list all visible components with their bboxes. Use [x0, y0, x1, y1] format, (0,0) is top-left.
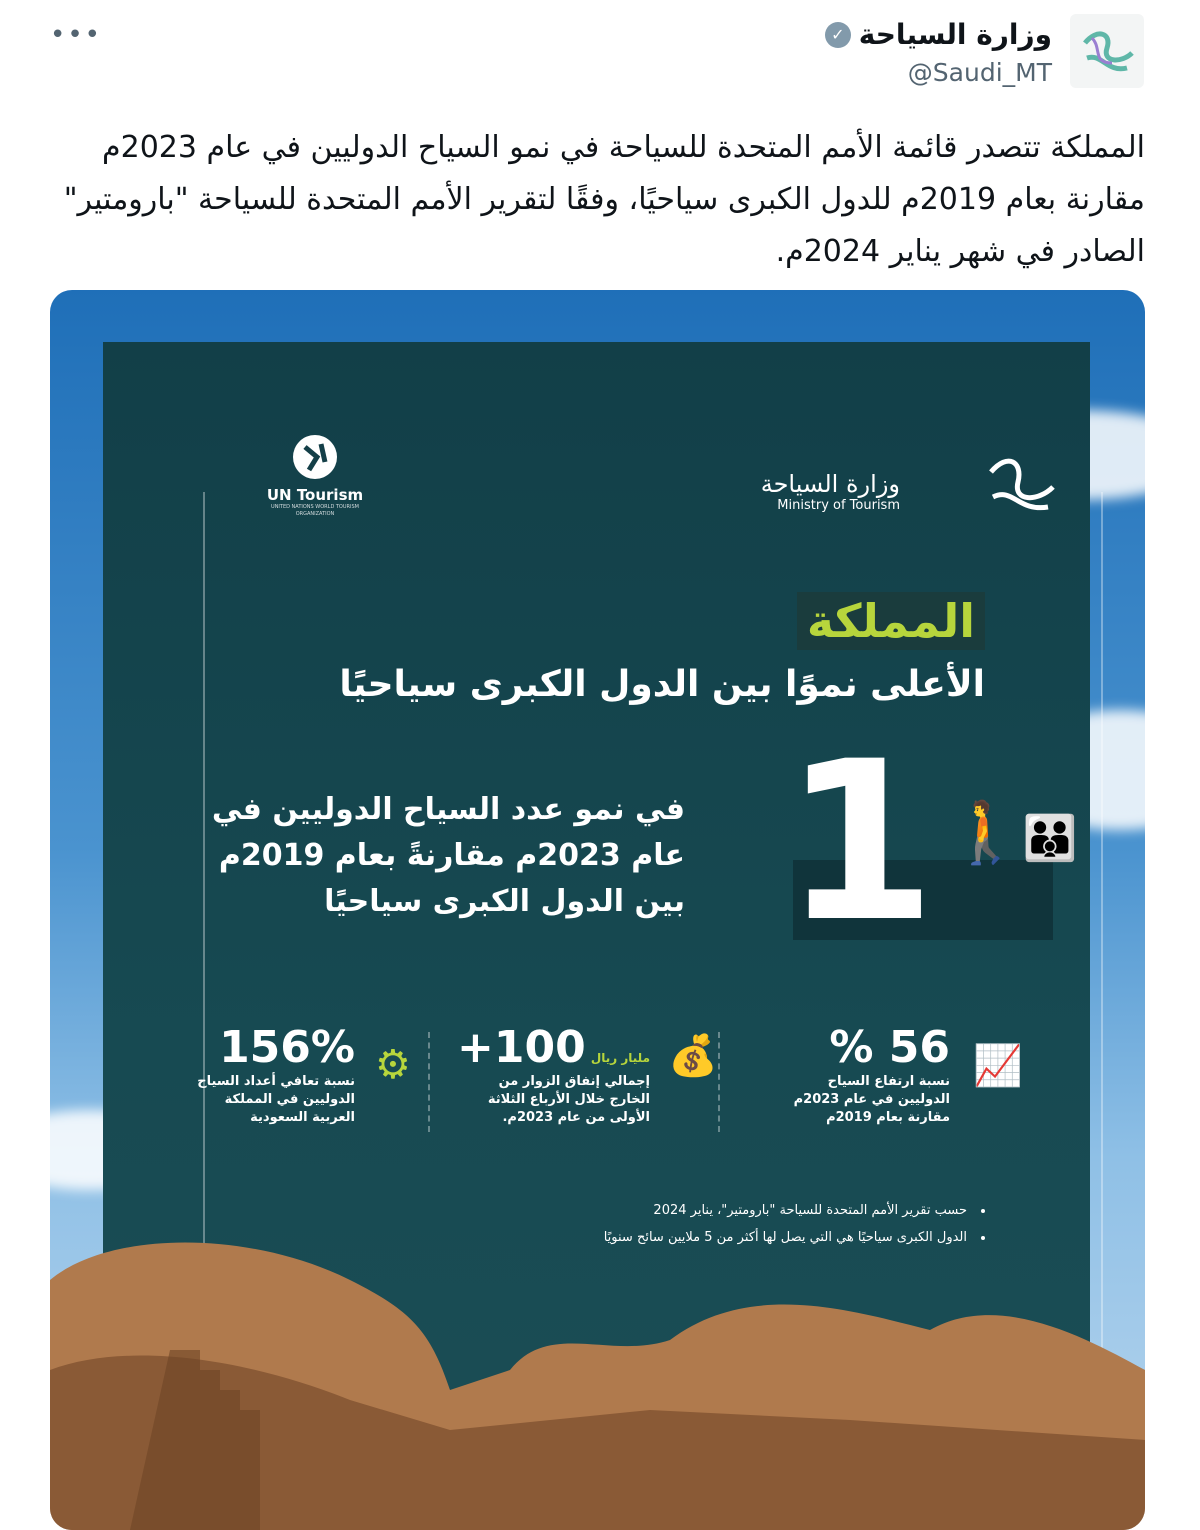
- stat-desc: الدوليين في عام 2023م: [793, 1092, 950, 1107]
- money-chart-icon: 💰: [668, 1033, 718, 1079]
- un-logo-text: UN Tourism: [266, 486, 364, 504]
- headline-text: الأعلى نموًا بين الدول الكبرى سياحيًا: [339, 664, 985, 705]
- account-name-text: وزارة السياحة: [858, 18, 1052, 51]
- avatar[interactable]: [1070, 14, 1144, 88]
- stat-desc: العربية السعودية: [250, 1110, 355, 1125]
- stat-desc: نسبة تعافي أعداد السياح: [197, 1074, 355, 1089]
- un-tourism-logo: [255, 432, 375, 518]
- headline: [163, 592, 985, 705]
- rank-line: في نمو عدد السياح الدوليين في: [211, 792, 685, 827]
- rock-formation-image: [50, 1170, 1145, 1530]
- stat-desc: مقارنة بعام 2019م: [826, 1110, 950, 1125]
- ministry-en: Ministry of Tourism: [777, 498, 900, 513]
- rank-line: عام 2023م مقارنةً بعام 2019م: [218, 838, 685, 873]
- stat-desc: إجمالي إنفاق الزوار من: [498, 1074, 650, 1089]
- rank-number: 1: [783, 714, 937, 970]
- rank-line: بين الدول الكبرى سياحيًا: [324, 884, 685, 919]
- stat-value: 156%: [219, 1022, 355, 1073]
- stat-value: 100+: [457, 1022, 586, 1073]
- more-options-icon[interactable]: •••: [50, 20, 103, 50]
- tweet-text: المملكة تتصدر قائمة الأمم المتحدة للسياحة في نمو السياح الدوليين في عام 2023م مقارنة بعام 2019م للدول الكبرى سياحيًا، وفقًا لتقرير الأمم المتحدة للسياحة "بارومتير" الصادر في شهر يناير 2024م.: [63, 130, 1145, 269]
- stat-value: 56 %: [829, 1022, 950, 1073]
- ministry-logo-icon: [1077, 23, 1137, 79]
- stat-recovery: [140, 1022, 355, 1127]
- ministry-ar: وزارة السياحة: [760, 470, 900, 498]
- stat-desc: الأولى من عام 2023م.: [502, 1110, 650, 1125]
- un-logo-subtext: UNITED NATIONS WORLD TOURISM ORGANIZATION: [271, 504, 359, 517]
- stat-spending: [435, 1022, 650, 1127]
- account-name[interactable]: [825, 18, 1052, 51]
- stat-desc: الخارج خلال الأرباع الثلاثة: [487, 1092, 650, 1107]
- ministry-logo: [761, 470, 900, 513]
- rank-description: [212, 787, 685, 925]
- ministry-emblem-icon: [983, 452, 1063, 522]
- stat-unit: مليار ريال: [590, 1051, 650, 1065]
- recovery-chart-icon: ⚙: [375, 1042, 411, 1088]
- footnote: • الدول الكبرى سياحيًا هي التي يصل لها أكثر من 5 ملايين سائح سنويًا: [604, 1224, 985, 1251]
- stat-desc: الدوليين في المملكة: [224, 1092, 355, 1107]
- headline-highlight: المملكة: [797, 592, 985, 650]
- stat-desc: نسبة ارتفاع السياح: [827, 1074, 950, 1089]
- tourists-icon: 🚶👪: [948, 798, 1078, 868]
- growth-chart-icon: 📈: [973, 1043, 1023, 1089]
- tweet-image[interactable]: [50, 290, 1145, 1530]
- stat-growth: [735, 1022, 950, 1127]
- footnote: • حسب تقرير الأمم المتحدة للسياحة "بارومتير"، يناير 2024: [604, 1197, 985, 1224]
- verified-badge-icon: ✓: [825, 22, 851, 48]
- account-handle[interactable]: @Saudi_MT: [907, 58, 1052, 87]
